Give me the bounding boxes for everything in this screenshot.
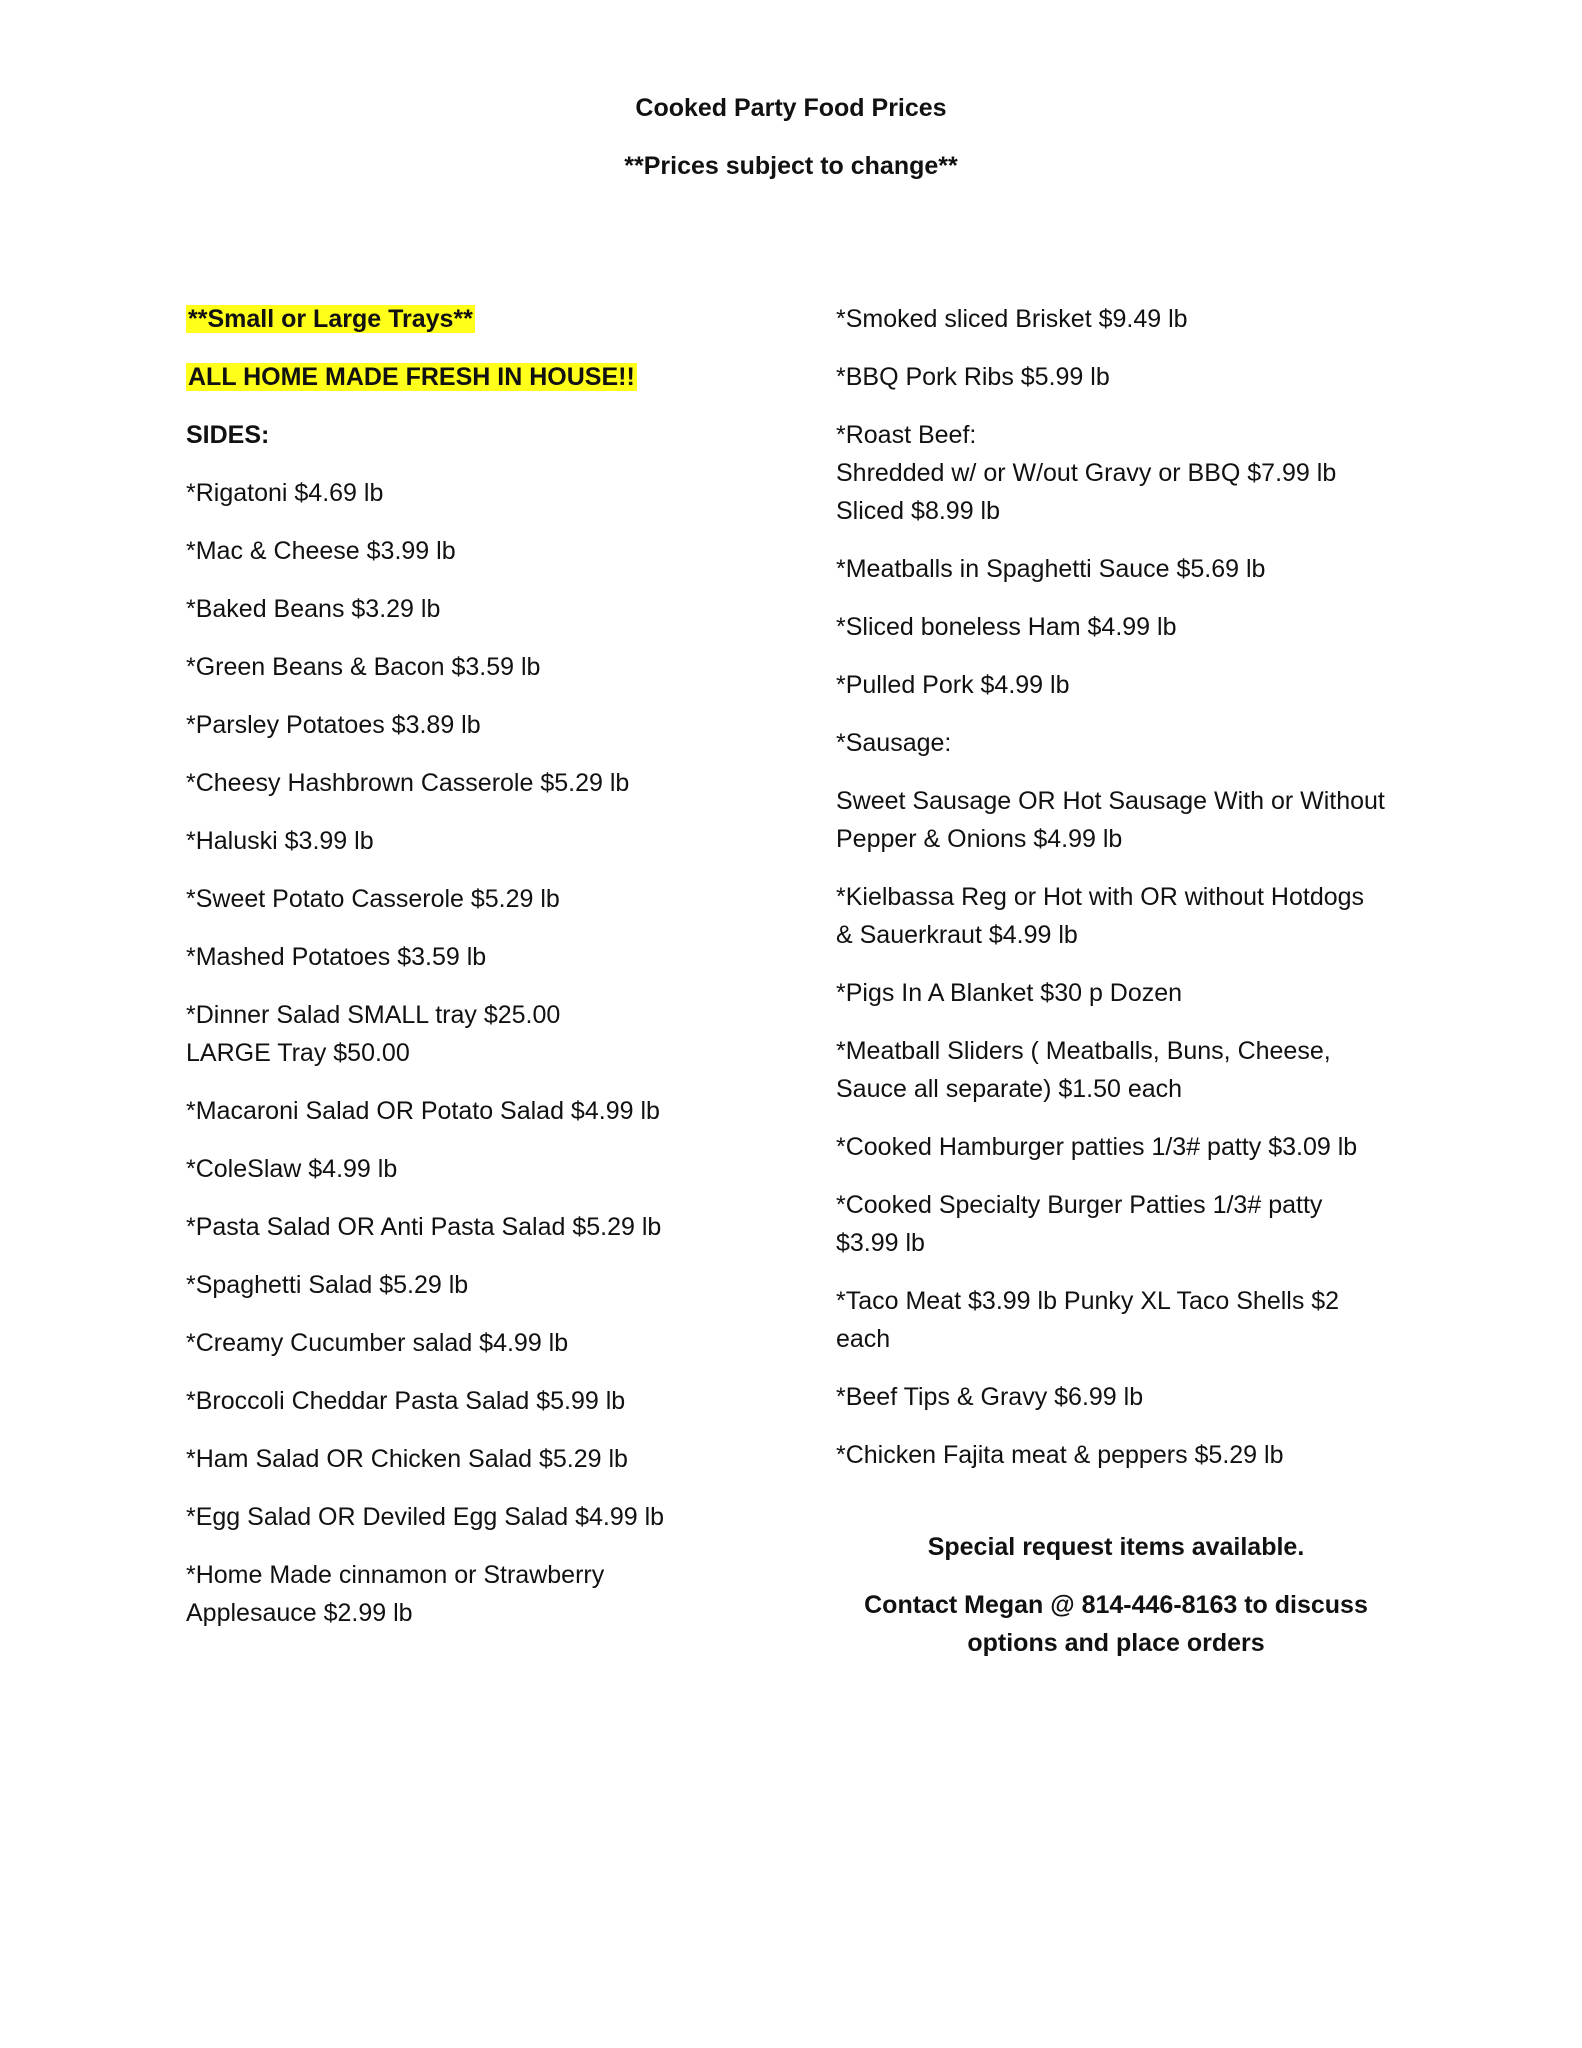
menu-item: *Kielbassa Reg or Hot with OR without Hotdogs & Sauerkraut $4.99 lb <box>836 883 1365 949</box>
sides-heading: SIDES: <box>186 421 270 449</box>
menu-item: *Ham Salad OR Chicken Salad $5.29 lb <box>186 1445 628 1473</box>
menu-item: *Green Beans & Bacon $3.59 lb <box>186 653 541 681</box>
fresh-note <box>186 358 786 396</box>
menu-item: *Cooked Specialty Burger Patties 1/3# patty $3.99 lb <box>836 1191 1323 1257</box>
menu-item: *Cooked Hamburger patties 1/3# patty $3.09 lb <box>836 1133 1358 1161</box>
menu-item: *Mac & Cheese $3.99 lb <box>186 537 456 565</box>
menu-item: *Pigs In A Blanket $30 p Dozen <box>836 979 1183 1007</box>
menu-item: *Mashed Potatoes $3.59 lb <box>186 943 487 971</box>
menu-item: *ColeSlaw $4.99 lb <box>186 1155 398 1183</box>
fresh-note-highlight: ALL HOME MADE FRESH IN HOUSE!! <box>188 363 635 391</box>
menu-item: *Roast Beef: Shredded w/ or W/out Gravy or BBQ $7.99 lb Sliced $8.99 lb <box>836 421 1337 525</box>
menu-item: *Meatballs in Spaghetti Sauce $5.69 lb <box>836 555 1266 583</box>
menu-item: *Baked Beans $3.29 lb <box>186 595 441 623</box>
menu-item: *Chicken Fajita meat & peppers $5.29 lb <box>836 1441 1284 1469</box>
menu-item: *Creamy Cucumber salad $4.99 lb <box>186 1329 569 1357</box>
menu-item: *Sweet Potato Casserole $5.29 lb <box>186 885 560 913</box>
menu-item: *Pasta Salad OR Anti Pasta Salad $5.29 lb <box>186 1213 662 1241</box>
special-request-note: Special request items available. <box>927 1533 1305 1561</box>
tray-note-highlight: **Small or Large Trays** <box>188 305 473 333</box>
menu-item: *Pulled Pork $4.99 lb <box>836 671 1070 699</box>
menu-item: *Beef Tips & Gravy $6.99 lb <box>836 1383 1144 1411</box>
menu-item: *Egg Salad OR Deviled Egg Salad $4.99 lb <box>186 1503 665 1531</box>
menu-item: *Broccoli Cheddar Pasta Salad $5.99 lb <box>186 1387 626 1415</box>
menu-item: *BBQ Pork Ribs $5.99 lb <box>836 363 1110 391</box>
meats-column <box>836 300 1436 1494</box>
menu-item: *Macaroni Salad OR Potato Salad $4.99 lb <box>186 1097 660 1125</box>
menu-item: *Haluski $3.99 lb <box>186 827 374 855</box>
menu-item: *Home Made cinnamon or Strawberry Applesauce $2.99 lb <box>186 1561 605 1627</box>
menu-item: *Cheesy Hashbrown Casserole $5.29 lb <box>186 769 630 797</box>
page-title: Cooked Party Food Prices <box>635 94 947 122</box>
menu-item: *Sliced boneless Ham $4.99 lb <box>836 613 1177 641</box>
contact-info: Contact Megan @ 814-446-8163 to discuss options and place orders <box>864 1591 1368 1657</box>
menu-item: *Spaghetti Salad $5.29 lb <box>186 1271 469 1299</box>
tray-note <box>186 300 786 338</box>
sides-column <box>186 300 786 1652</box>
menu-item: *Meatball Sliders ( Meatballs, Buns, Cheese, Sauce all separate) $1.50 each <box>836 1037 1331 1103</box>
menu-item: *Rigatoni $4.69 lb <box>186 479 384 507</box>
menu-item: *Sausage: <box>836 729 952 757</box>
menu-item: *Smoked sliced Brisket $9.49 lb <box>836 305 1188 333</box>
menu-item: *Dinner Salad SMALL tray $25.00 LARGE Tray $50.00 <box>186 1001 561 1067</box>
menu-item: *Taco Meat $3.99 lb Punky XL Taco Shells $2 each <box>836 1287 1340 1353</box>
menu-item: *Parsley Potatoes $3.89 lb <box>186 711 481 739</box>
menu-item: Sweet Sausage OR Hot Sausage With or Without Pepper & Onions $4.99 lb <box>836 787 1385 853</box>
page-subtitle: **Prices subject to change** <box>624 152 958 180</box>
